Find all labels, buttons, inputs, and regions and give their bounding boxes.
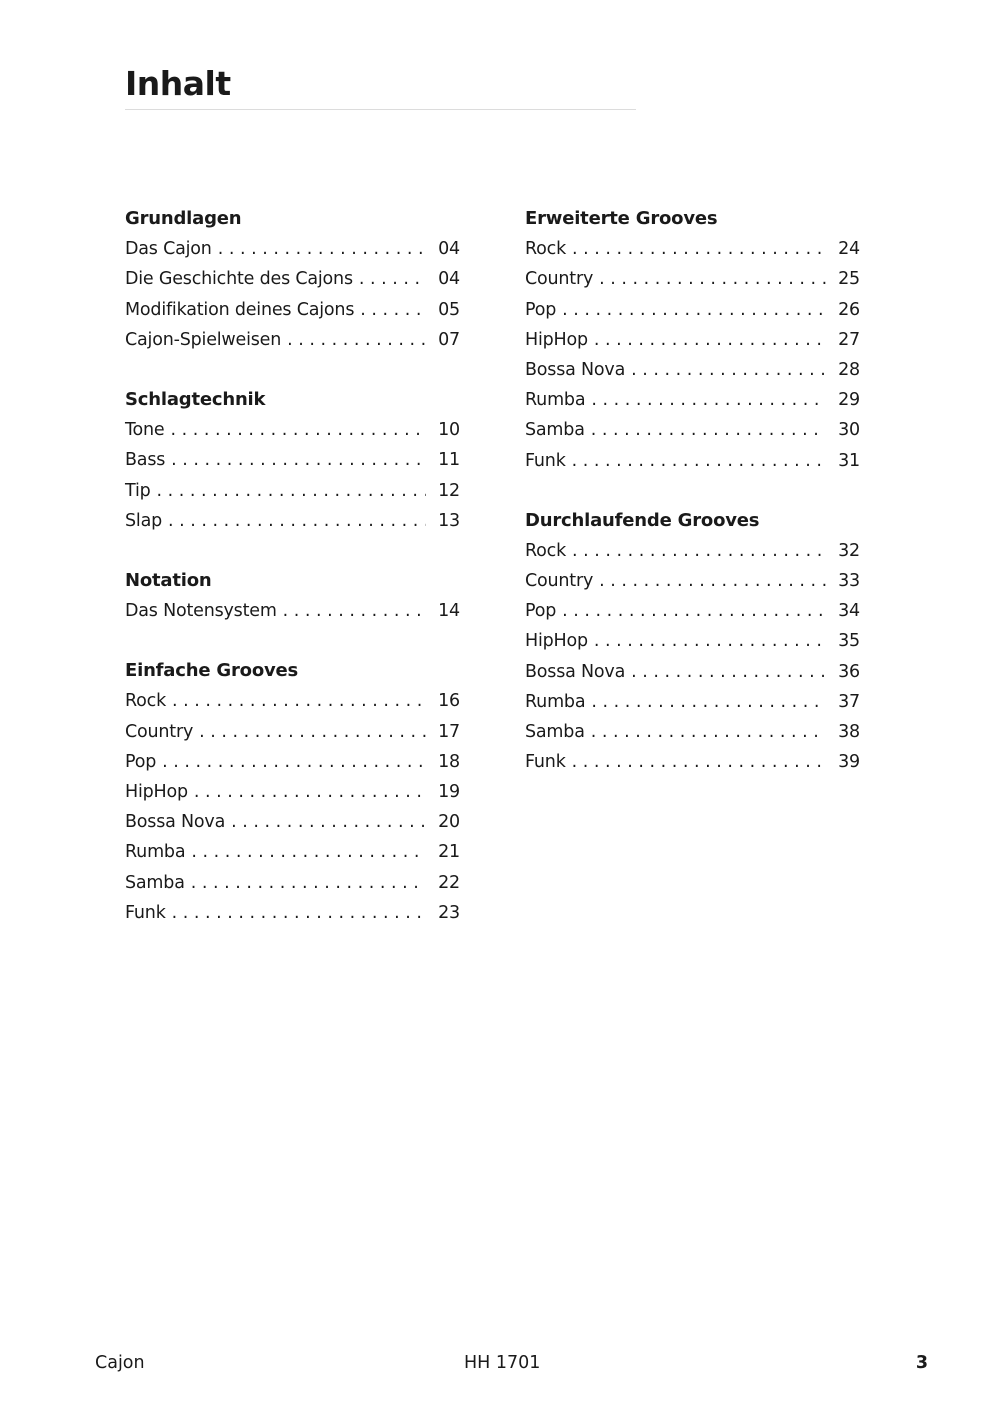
toc-entry[interactable] <box>525 687 860 717</box>
toc-dot-leader <box>591 687 826 717</box>
toc-entry[interactable] <box>525 596 860 626</box>
toc-entry-title: Pop <box>525 601 557 622</box>
toc-dot-leader <box>170 415 426 445</box>
toc-entry-page-number: 33 <box>838 571 860 592</box>
toc-entry[interactable] <box>125 868 460 898</box>
toc-entry-page-number: 14 <box>438 601 460 622</box>
toc-entry-page-number: 31 <box>838 450 860 471</box>
toc-dot-leader <box>162 747 426 777</box>
toc-entry-page-number: 22 <box>438 872 460 893</box>
toc-entry[interactable] <box>525 234 860 264</box>
toc-entry-title: Modifikation deines Cajons <box>125 299 355 320</box>
toc-entry[interactable] <box>125 807 460 837</box>
toc-entry-title: Slap <box>125 510 163 531</box>
toc-entry-title: Samba <box>525 420 585 441</box>
toc-entry[interactable] <box>525 446 860 476</box>
toc-entry[interactable] <box>525 415 860 445</box>
toc-dot-leader <box>562 295 826 325</box>
toc-entry-title: Samba <box>525 722 585 742</box>
toc-entry-page-number: 30 <box>838 420 860 441</box>
toc-entry-page-number: 17 <box>438 721 460 742</box>
toc-entry-page-number: 26 <box>838 299 860 320</box>
toc-entry[interactable] <box>525 536 860 566</box>
toc-dot-leader <box>360 295 426 325</box>
toc-entry-title: HipHop <box>125 782 188 802</box>
toc-entry-title: Rumba <box>525 390 586 411</box>
toc-entry-title: Rumba <box>125 842 186 863</box>
toc-entry-page-number: 34 <box>838 601 860 622</box>
toc-dot-leader <box>572 446 826 476</box>
toc-dot-leader <box>599 264 826 294</box>
toc-section-heading: Schlagtechnik <box>125 388 266 410</box>
toc-entry-title: Bossa Nova <box>525 661 626 682</box>
toc-entry-page-number: 10 <box>438 420 460 441</box>
toc-entry-page-number: 19 <box>438 782 460 802</box>
toc-dot-leader <box>591 415 826 445</box>
toc-entry-page-number: 20 <box>438 812 460 833</box>
toc-entry[interactable] <box>125 837 460 867</box>
toc-dot-leader <box>199 717 426 747</box>
toc-entry-title: Funk <box>525 752 566 773</box>
title-divider <box>125 109 636 110</box>
toc-dot-leader <box>631 657 826 687</box>
toc-entry-title: Tip <box>125 480 151 501</box>
toc-entry-page-number: 04 <box>438 269 460 290</box>
toc-entry[interactable] <box>525 325 860 355</box>
toc-entry-page-number: 38 <box>838 722 860 742</box>
toc-entry[interactable] <box>525 264 860 294</box>
footer-page-number: 3 <box>915 1353 928 1373</box>
toc-dot-leader <box>594 626 826 656</box>
toc-entry-title: Rock <box>125 691 167 712</box>
toc-entry-title: Country <box>525 269 594 290</box>
toc-dot-leader <box>572 747 826 777</box>
toc-dot-leader <box>287 325 426 355</box>
toc-entry-title: Rock <box>525 540 567 561</box>
toc-entry[interactable] <box>125 264 460 294</box>
toc-entry[interactable] <box>525 717 860 747</box>
toc-dot-leader <box>599 566 826 596</box>
toc-dot-leader <box>591 385 826 415</box>
toc-dot-leader <box>171 445 426 475</box>
toc-entry-title: Bass <box>125 450 166 471</box>
toc-entry[interactable] <box>125 686 460 716</box>
toc-entry-page-number: 05 <box>438 299 460 320</box>
toc-entry[interactable] <box>125 325 460 355</box>
toc-entry-title: Samba <box>125 872 185 893</box>
toc-entry[interactable] <box>125 295 460 325</box>
toc-entry-page-number: 29 <box>838 390 860 411</box>
toc-entry[interactable] <box>125 777 460 807</box>
toc-dot-leader <box>231 807 426 837</box>
toc-section-heading: Durchlaufende Grooves <box>525 509 760 531</box>
toc-entry-page-number: 13 <box>438 510 460 531</box>
toc-entry-title: Cajon-Spielweisen <box>125 329 282 350</box>
toc-entry-page-number: 37 <box>838 691 860 712</box>
toc-section-heading: Einfache Grooves <box>125 660 299 682</box>
toc-dot-leader <box>191 868 426 898</box>
toc-dot-leader <box>172 898 426 928</box>
toc-entry[interactable] <box>525 385 860 415</box>
toc-section <box>125 566 460 626</box>
toc-dot-leader <box>359 264 426 294</box>
toc-entry[interactable] <box>125 445 460 475</box>
toc-entry-page-number: 23 <box>438 902 460 923</box>
toc-section-heading: Erweiterte Grooves <box>525 208 718 229</box>
toc-entry-page-number: 32 <box>838 540 860 561</box>
toc-entry[interactable] <box>525 626 860 656</box>
toc-entry[interactable] <box>525 657 860 687</box>
toc-column-right <box>525 204 860 807</box>
toc-entry[interactable] <box>125 506 460 536</box>
toc-entry-title: HipHop <box>525 329 588 350</box>
toc-entry-page-number: 24 <box>838 239 860 260</box>
toc-section-heading: Notation <box>125 569 212 591</box>
toc-entry-page-number: 35 <box>838 631 860 652</box>
toc-dot-leader <box>591 717 826 747</box>
toc-entry[interactable] <box>525 295 860 325</box>
toc-entry[interactable] <box>525 566 860 596</box>
toc-entry-page-number: 04 <box>438 239 460 260</box>
toc-entry-page-number: 16 <box>438 691 460 712</box>
toc-dot-leader <box>562 596 826 626</box>
toc-entry-title: Rock <box>525 239 567 260</box>
toc-entry-title: Funk <box>125 902 166 923</box>
toc-entry-title: Bossa Nova <box>125 812 226 833</box>
toc-entry-page-number: 25 <box>838 269 860 290</box>
toc-entry[interactable] <box>525 747 860 777</box>
toc-section <box>125 385 460 536</box>
toc-section <box>525 506 860 778</box>
toc-dot-leader <box>283 596 426 626</box>
page-footer <box>0 1350 1000 1376</box>
toc-entry-page-number: 11 <box>438 450 460 471</box>
toc-entry[interactable] <box>125 415 460 445</box>
toc-entry-title: Funk <box>525 450 566 471</box>
toc-dot-leader <box>168 506 426 536</box>
toc-entry-title: Tone <box>125 420 165 441</box>
toc-section-heading: Grundlagen <box>125 208 242 229</box>
toc-entry-title: HipHop <box>525 631 588 652</box>
toc-entry-page-number: 28 <box>838 359 860 380</box>
toc-entry[interactable] <box>125 476 460 506</box>
toc-entry-page-number: 12 <box>438 480 460 501</box>
toc-entry-page-number: 36 <box>838 661 860 682</box>
toc-entry-title: Pop <box>525 299 557 320</box>
toc-entry-page-number: 27 <box>838 329 860 350</box>
toc-dot-leader <box>631 355 826 385</box>
toc-entry-title: Rumba <box>525 691 586 712</box>
toc-entry[interactable] <box>125 747 460 777</box>
toc-entry-title: Pop <box>125 751 157 772</box>
toc-dot-leader <box>194 777 426 807</box>
toc-section <box>125 656 460 928</box>
toc-entry[interactable] <box>125 717 460 747</box>
toc-dot-leader <box>157 476 426 506</box>
toc-entry-title: Die Geschichte des Cajons <box>125 269 353 290</box>
toc-dot-leader <box>572 536 826 566</box>
toc-dot-leader <box>172 686 426 716</box>
toc-entry-page-number: 21 <box>438 842 460 863</box>
footer-catalog-number: HH 1701 <box>464 1353 541 1373</box>
toc-dot-leader <box>191 837 426 867</box>
toc-entry[interactable] <box>525 355 860 385</box>
toc-dot-leader <box>218 234 426 264</box>
toc-entry-title: Das Cajon <box>125 239 212 260</box>
toc-section <box>125 204 460 355</box>
toc-entry[interactable] <box>125 898 460 928</box>
toc-entry-title: Country <box>525 571 594 592</box>
toc-entry[interactable] <box>125 234 460 264</box>
toc-dot-leader <box>594 325 826 355</box>
toc-entry-page-number: 07 <box>438 329 460 350</box>
toc-entry-title: Bossa Nova <box>525 359 626 380</box>
toc-entry[interactable] <box>125 596 460 626</box>
toc-entry-title: Country <box>125 721 194 742</box>
toc-entry-title: Das Notensystem <box>125 601 277 622</box>
page-title: Inhalt <box>125 64 231 103</box>
toc-section <box>525 204 860 476</box>
toc-dot-leader <box>572 234 826 264</box>
toc-entry-page-number: 18 <box>438 751 460 772</box>
toc-column-left <box>125 204 460 958</box>
toc-entry-page-number: 39 <box>838 752 860 773</box>
footer-book-title: Cajon <box>95 1353 145 1373</box>
